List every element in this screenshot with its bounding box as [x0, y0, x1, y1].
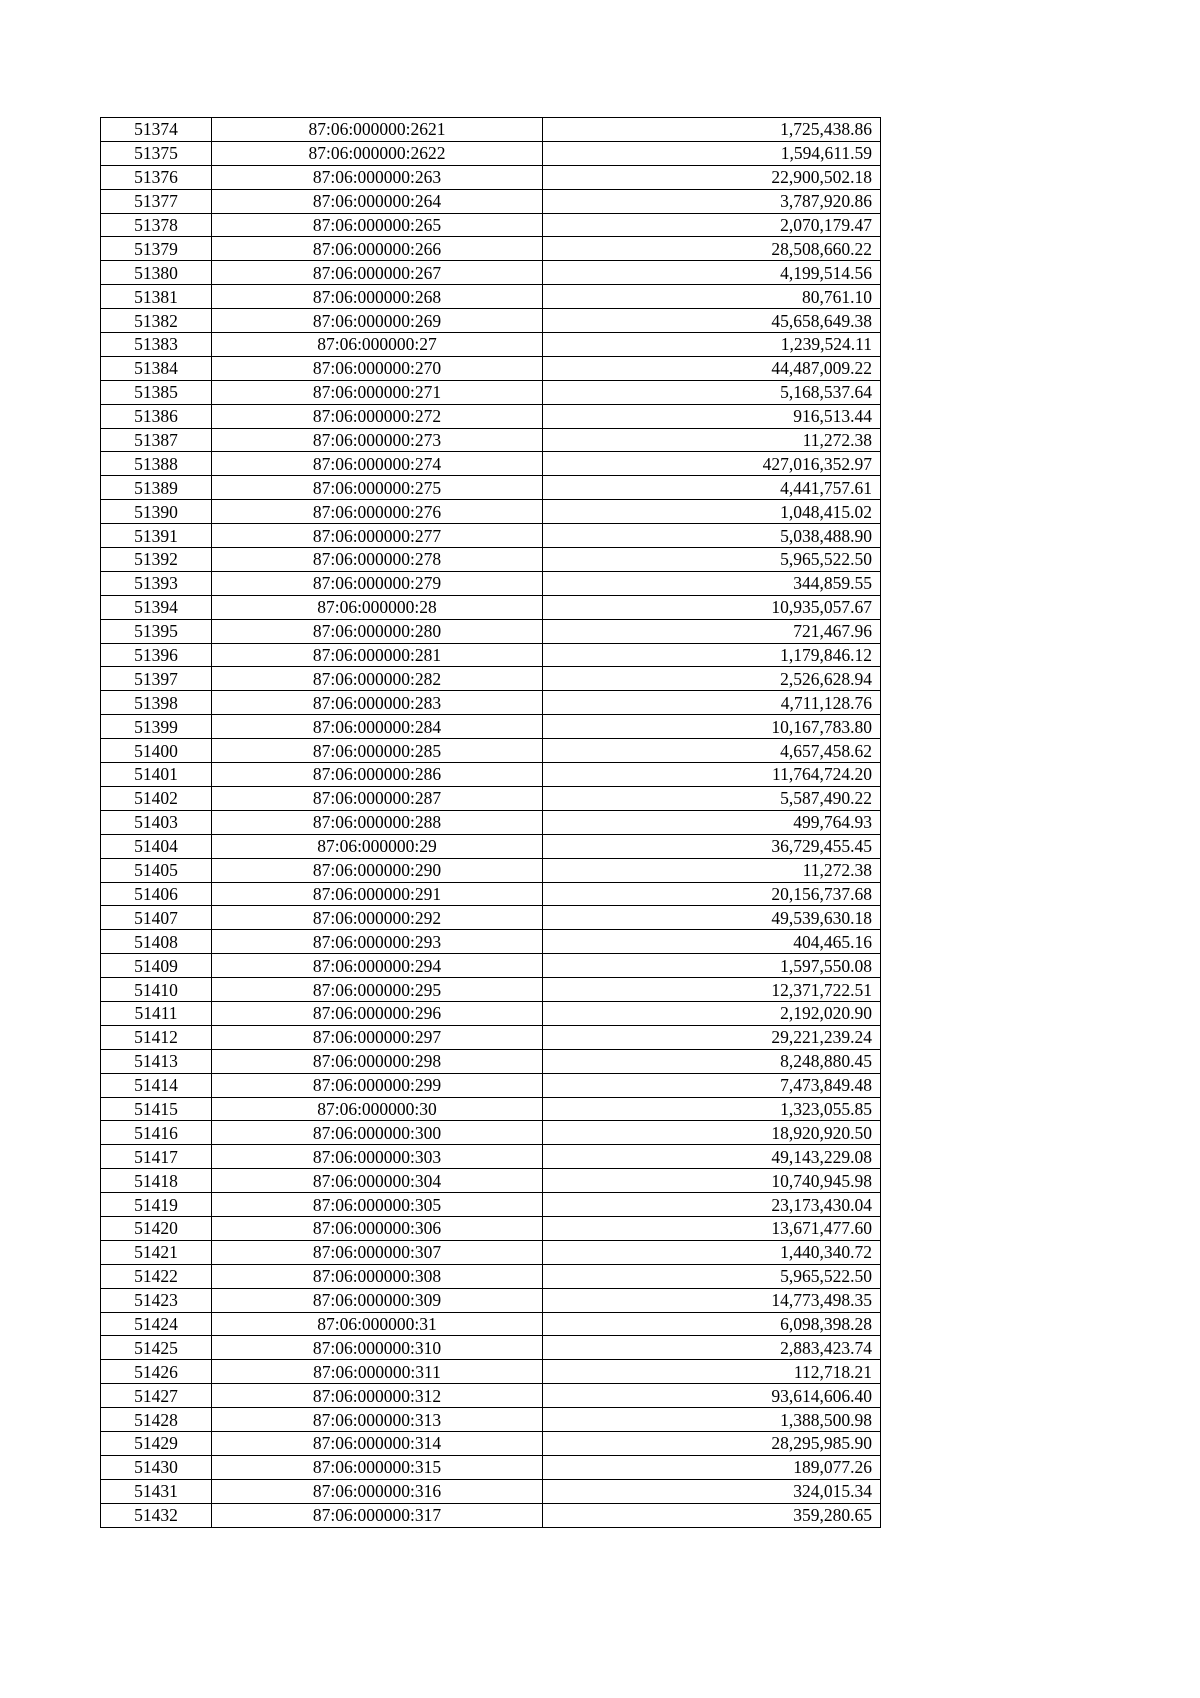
- table-row: [101, 237, 881, 261]
- table-row: [101, 834, 881, 858]
- cadastral-number-cell: 87:06:000000:276: [212, 500, 543, 524]
- row-number-cell: 51429: [101, 1431, 212, 1455]
- table-row: [101, 906, 881, 930]
- cadastral-value-cell: 5,038,488.90: [543, 524, 881, 548]
- row-number-cell: 51412: [101, 1025, 212, 1049]
- cadastral-value-cell: 10,740,945.98: [543, 1169, 881, 1193]
- row-number-cell: 51381: [101, 285, 212, 309]
- cadastral-value-cell: 22,900,502.18: [543, 165, 881, 189]
- cadastral-value-cell: 2,070,179.47: [543, 213, 881, 237]
- table-row: [101, 1503, 881, 1527]
- row-number-cell: 51403: [101, 810, 212, 834]
- row-number-cell: 51398: [101, 691, 212, 715]
- cadastral-number-cell: 87:06:000000:267: [212, 261, 543, 285]
- cadastral-number-cell: 87:06:000000:290: [212, 858, 543, 882]
- cadastral-number-cell: 87:06:000000:273: [212, 428, 543, 452]
- table-row: [101, 715, 881, 739]
- row-number-cell: 51399: [101, 715, 212, 739]
- row-number-cell: 51426: [101, 1360, 212, 1384]
- cadastral-value-cell: 4,657,458.62: [543, 739, 881, 763]
- row-number-cell: 51392: [101, 548, 212, 572]
- table-row: [101, 189, 881, 213]
- table-row: [101, 213, 881, 237]
- table-row: [101, 978, 881, 1002]
- table-row: [101, 1431, 881, 1455]
- cadastral-number-cell: 87:06:000000:295: [212, 978, 543, 1002]
- table-row: [101, 1288, 881, 1312]
- row-number-cell: 51388: [101, 452, 212, 476]
- cadastral-number-cell: 87:06:000000:280: [212, 619, 543, 643]
- table-row: [101, 739, 881, 763]
- cadastral-number-cell: 87:06:000000:315: [212, 1455, 543, 1479]
- cadastral-number-cell: 87:06:000000:279: [212, 571, 543, 595]
- cadastral-number-cell: 87:06:000000:281: [212, 643, 543, 667]
- table-row: [101, 452, 881, 476]
- cadastral-number-cell: 87:06:000000:313: [212, 1408, 543, 1432]
- cadastral-value-cell: 45,658,649.38: [543, 309, 881, 333]
- row-number-cell: 51417: [101, 1145, 212, 1169]
- cadastral-number-cell: 87:06:000000:292: [212, 906, 543, 930]
- table-row: [101, 595, 881, 619]
- cadastral-number-cell: 87:06:000000:284: [212, 715, 543, 739]
- table-row: [101, 141, 881, 165]
- row-number-cell: 51432: [101, 1503, 212, 1527]
- cadastral-number-cell: 87:06:000000:2622: [212, 141, 543, 165]
- cadastral-value-cell: 12,371,722.51: [543, 978, 881, 1002]
- row-number-cell: 51427: [101, 1384, 212, 1408]
- cadastral-number-cell: 87:06:000000:29: [212, 834, 543, 858]
- row-number-cell: 51424: [101, 1312, 212, 1336]
- table-row: [101, 261, 881, 285]
- cadastral-value-cell: 1,597,550.08: [543, 954, 881, 978]
- table-row: [101, 1264, 881, 1288]
- row-number-cell: 51407: [101, 906, 212, 930]
- cadastral-value-cell: 23,173,430.04: [543, 1193, 881, 1217]
- cadastral-value-cell: 1,594,611.59: [543, 141, 881, 165]
- cadastral-number-cell: 87:06:000000:271: [212, 380, 543, 404]
- table-row: [101, 858, 881, 882]
- row-number-cell: 51377: [101, 189, 212, 213]
- cadastral-number-cell: 87:06:000000:304: [212, 1169, 543, 1193]
- row-number-cell: 51397: [101, 667, 212, 691]
- cadastral-number-cell: 87:06:000000:269: [212, 309, 543, 333]
- cadastral-value-cell: 10,167,783.80: [543, 715, 881, 739]
- cadastral-value-cell: 2,192,020.90: [543, 1001, 881, 1025]
- row-number-cell: 51395: [101, 619, 212, 643]
- table-row: [101, 1479, 881, 1503]
- row-number-cell: 51374: [101, 118, 212, 142]
- cadastral-value-cell: 18,920,920.50: [543, 1121, 881, 1145]
- row-number-cell: 51383: [101, 333, 212, 357]
- table-row: [101, 1169, 881, 1193]
- cadastral-value-cell: 5,965,522.50: [543, 1264, 881, 1288]
- cadastral-value-cell: 29,221,239.24: [543, 1025, 881, 1049]
- row-number-cell: 51375: [101, 141, 212, 165]
- cadastral-value-cell: 3,787,920.86: [543, 189, 881, 213]
- table-row: [101, 643, 881, 667]
- table-row: [101, 1408, 881, 1432]
- row-number-cell: 51378: [101, 213, 212, 237]
- cadastral-value-cell: 324,015.34: [543, 1479, 881, 1503]
- table-row: [101, 428, 881, 452]
- row-number-cell: 51430: [101, 1455, 212, 1479]
- table-row: [101, 524, 881, 548]
- cadastral-number-cell: 87:06:000000:308: [212, 1264, 543, 1288]
- cadastral-number-cell: 87:06:000000:264: [212, 189, 543, 213]
- cadastral-number-cell: 87:06:000000:277: [212, 524, 543, 548]
- table-row: [101, 1049, 881, 1073]
- table-row: [101, 1240, 881, 1264]
- row-number-cell: 51387: [101, 428, 212, 452]
- table-row: [101, 404, 881, 428]
- cadastral-value-cell: 36,729,455.45: [543, 834, 881, 858]
- table-row: [101, 1384, 881, 1408]
- table-row: [101, 1193, 881, 1217]
- cadastral-number-cell: 87:06:000000:307: [212, 1240, 543, 1264]
- row-number-cell: 51389: [101, 476, 212, 500]
- table-row: [101, 667, 881, 691]
- table-row: [101, 810, 881, 834]
- row-number-cell: 51382: [101, 309, 212, 333]
- cadastral-number-cell: 87:06:000000:309: [212, 1288, 543, 1312]
- cadastral-number-cell: 87:06:000000:288: [212, 810, 543, 834]
- table-row: [101, 1336, 881, 1360]
- cadastral-value-cell: 80,761.10: [543, 285, 881, 309]
- cadastral-number-cell: 87:06:000000:266: [212, 237, 543, 261]
- cadastral-number-cell: 87:06:000000:316: [212, 1479, 543, 1503]
- cadastral-number-cell: 87:06:000000:265: [212, 213, 543, 237]
- row-number-cell: 51385: [101, 380, 212, 404]
- table-row: [101, 1097, 881, 1121]
- table-row: [101, 691, 881, 715]
- table-row: [101, 1455, 881, 1479]
- table-row: [101, 333, 881, 357]
- row-number-cell: 51425: [101, 1336, 212, 1360]
- table-row: [101, 1145, 881, 1169]
- table-row: [101, 356, 881, 380]
- cadastral-number-cell: 87:06:000000:28: [212, 595, 543, 619]
- table-row: [101, 1360, 881, 1384]
- cadastral-number-cell: 87:06:000000:294: [212, 954, 543, 978]
- table-row: [101, 1073, 881, 1097]
- cadastral-value-cell: 2,526,628.94: [543, 667, 881, 691]
- row-number-cell: 51408: [101, 930, 212, 954]
- row-number-cell: 51393: [101, 571, 212, 595]
- row-number-cell: 51396: [101, 643, 212, 667]
- row-number-cell: 51394: [101, 595, 212, 619]
- table-row: [101, 1216, 881, 1240]
- cadastral-number-cell: 87:06:000000:299: [212, 1073, 543, 1097]
- row-number-cell: 51421: [101, 1240, 212, 1264]
- table-row: [101, 619, 881, 643]
- row-number-cell: 51411: [101, 1001, 212, 1025]
- cadastral-value-cell: 13,671,477.60: [543, 1216, 881, 1240]
- cadastral-number-cell: 87:06:000000:31: [212, 1312, 543, 1336]
- table-row: [101, 500, 881, 524]
- cadastral-number-cell: 87:06:000000:268: [212, 285, 543, 309]
- row-number-cell: 51414: [101, 1073, 212, 1097]
- row-number-cell: 51380: [101, 261, 212, 285]
- table-row: [101, 476, 881, 500]
- cadastral-value-cell: 5,168,537.64: [543, 380, 881, 404]
- cadastral-value-cell: 49,539,630.18: [543, 906, 881, 930]
- cadastral-value-cell: 28,295,985.90: [543, 1431, 881, 1455]
- cadastral-value-cell: 1,388,500.98: [543, 1408, 881, 1432]
- row-number-cell: 51391: [101, 524, 212, 548]
- row-number-cell: 51406: [101, 882, 212, 906]
- cadastral-number-cell: 87:06:000000:275: [212, 476, 543, 500]
- cadastral-number-cell: 87:06:000000:274: [212, 452, 543, 476]
- cadastral-value-cell: 1,440,340.72: [543, 1240, 881, 1264]
- cadastral-number-cell: 87:06:000000:27: [212, 333, 543, 357]
- cadastral-number-cell: 87:06:000000:306: [212, 1216, 543, 1240]
- cadastral-value-cell: 10,935,057.67: [543, 595, 881, 619]
- table-row: [101, 1312, 881, 1336]
- row-number-cell: 51419: [101, 1193, 212, 1217]
- cadastral-value-table: [100, 117, 881, 1528]
- table-row: [101, 571, 881, 595]
- cadastral-number-cell: 87:06:000000:2621: [212, 118, 543, 142]
- table-row: [101, 165, 881, 189]
- table-row: [101, 1121, 881, 1145]
- cadastral-number-cell: 87:06:000000:312: [212, 1384, 543, 1408]
- cadastral-value-cell: 112,718.21: [543, 1360, 881, 1384]
- cadastral-value-cell: 1,239,524.11: [543, 333, 881, 357]
- cadastral-number-cell: 87:06:000000:283: [212, 691, 543, 715]
- cadastral-number-cell: 87:06:000000:30: [212, 1097, 543, 1121]
- cadastral-number-cell: 87:06:000000:293: [212, 930, 543, 954]
- table-row: [101, 882, 881, 906]
- cadastral-value-cell: 7,473,849.48: [543, 1073, 881, 1097]
- table-body: [101, 118, 881, 1528]
- row-number-cell: 51390: [101, 500, 212, 524]
- cadastral-value-cell: 916,513.44: [543, 404, 881, 428]
- row-number-cell: 51431: [101, 1479, 212, 1503]
- cadastral-value-cell: 6,098,398.28: [543, 1312, 881, 1336]
- cadastral-value-cell: 44,487,009.22: [543, 356, 881, 380]
- cadastral-value-cell: 1,725,438.86: [543, 118, 881, 142]
- row-number-cell: 51423: [101, 1288, 212, 1312]
- cadastral-value-cell: 2,883,423.74: [543, 1336, 881, 1360]
- cadastral-number-cell: 87:06:000000:314: [212, 1431, 543, 1455]
- table-row: [101, 763, 881, 787]
- cadastral-number-cell: 87:06:000000:311: [212, 1360, 543, 1384]
- table-row: [101, 118, 881, 142]
- cadastral-value-cell: 721,467.96: [543, 619, 881, 643]
- row-number-cell: 51422: [101, 1264, 212, 1288]
- cadastral-value-cell: 28,508,660.22: [543, 237, 881, 261]
- row-number-cell: 51405: [101, 858, 212, 882]
- cadastral-number-cell: 87:06:000000:278: [212, 548, 543, 572]
- table-row: [101, 548, 881, 572]
- cadastral-value-cell: 1,179,846.12: [543, 643, 881, 667]
- cadastral-value-cell: 344,859.55: [543, 571, 881, 595]
- cadastral-value-cell: 4,441,757.61: [543, 476, 881, 500]
- table-row: [101, 309, 881, 333]
- table-row: [101, 1025, 881, 1049]
- row-number-cell: 51428: [101, 1408, 212, 1432]
- cadastral-number-cell: 87:06:000000:285: [212, 739, 543, 763]
- cadastral-number-cell: 87:06:000000:310: [212, 1336, 543, 1360]
- row-number-cell: 51420: [101, 1216, 212, 1240]
- cadastral-value-cell: 8,248,880.45: [543, 1049, 881, 1073]
- cadastral-value-cell: 4,711,128.76: [543, 691, 881, 715]
- row-number-cell: 51410: [101, 978, 212, 1002]
- cadastral-number-cell: 87:06:000000:270: [212, 356, 543, 380]
- row-number-cell: 51409: [101, 954, 212, 978]
- row-number-cell: 51415: [101, 1097, 212, 1121]
- cadastral-value-cell: 359,280.65: [543, 1503, 881, 1527]
- table-row: [101, 930, 881, 954]
- table-row: [101, 380, 881, 404]
- row-number-cell: 51376: [101, 165, 212, 189]
- cadastral-value-cell: 1,323,055.85: [543, 1097, 881, 1121]
- table-row: [101, 786, 881, 810]
- cadastral-number-cell: 87:06:000000:272: [212, 404, 543, 428]
- cadastral-value-cell: 499,764.93: [543, 810, 881, 834]
- row-number-cell: 51379: [101, 237, 212, 261]
- cadastral-value-cell: 5,965,522.50: [543, 548, 881, 572]
- table-row: [101, 1001, 881, 1025]
- row-number-cell: 51418: [101, 1169, 212, 1193]
- row-number-cell: 51404: [101, 834, 212, 858]
- cadastral-value-cell: 11,764,724.20: [543, 763, 881, 787]
- table-row: [101, 285, 881, 309]
- cadastral-number-cell: 87:06:000000:305: [212, 1193, 543, 1217]
- cadastral-number-cell: 87:06:000000:303: [212, 1145, 543, 1169]
- cadastral-number-cell: 87:06:000000:286: [212, 763, 543, 787]
- cadastral-value-cell: 11,272.38: [543, 858, 881, 882]
- row-number-cell: 51416: [101, 1121, 212, 1145]
- cadastral-value-cell: 20,156,737.68: [543, 882, 881, 906]
- row-number-cell: 51384: [101, 356, 212, 380]
- row-number-cell: 51386: [101, 404, 212, 428]
- cadastral-value-cell: 427,016,352.97: [543, 452, 881, 476]
- cadastral-value-cell: 14,773,498.35: [543, 1288, 881, 1312]
- cadastral-number-cell: 87:06:000000:287: [212, 786, 543, 810]
- row-number-cell: 51402: [101, 786, 212, 810]
- cadastral-number-cell: 87:06:000000:297: [212, 1025, 543, 1049]
- cadastral-value-cell: 11,272.38: [543, 428, 881, 452]
- cadastral-number-cell: 87:06:000000:282: [212, 667, 543, 691]
- cadastral-value-cell: 49,143,229.08: [543, 1145, 881, 1169]
- cadastral-number-cell: 87:06:000000:300: [212, 1121, 543, 1145]
- row-number-cell: 51401: [101, 763, 212, 787]
- cadastral-number-cell: 87:06:000000:317: [212, 1503, 543, 1527]
- cadastral-value-cell: 189,077.26: [543, 1455, 881, 1479]
- cadastral-number-cell: 87:06:000000:291: [212, 882, 543, 906]
- table-row: [101, 954, 881, 978]
- row-number-cell: 51413: [101, 1049, 212, 1073]
- cadastral-value-cell: 5,587,490.22: [543, 786, 881, 810]
- cadastral-number-cell: 87:06:000000:298: [212, 1049, 543, 1073]
- cadastral-value-cell: 404,465.16: [543, 930, 881, 954]
- cadastral-number-cell: 87:06:000000:263: [212, 165, 543, 189]
- cadastral-number-cell: 87:06:000000:296: [212, 1001, 543, 1025]
- cadastral-value-cell: 1,048,415.02: [543, 500, 881, 524]
- row-number-cell: 51400: [101, 739, 212, 763]
- cadastral-value-cell: 93,614,606.40: [543, 1384, 881, 1408]
- cadastral-value-cell: 4,199,514.56: [543, 261, 881, 285]
